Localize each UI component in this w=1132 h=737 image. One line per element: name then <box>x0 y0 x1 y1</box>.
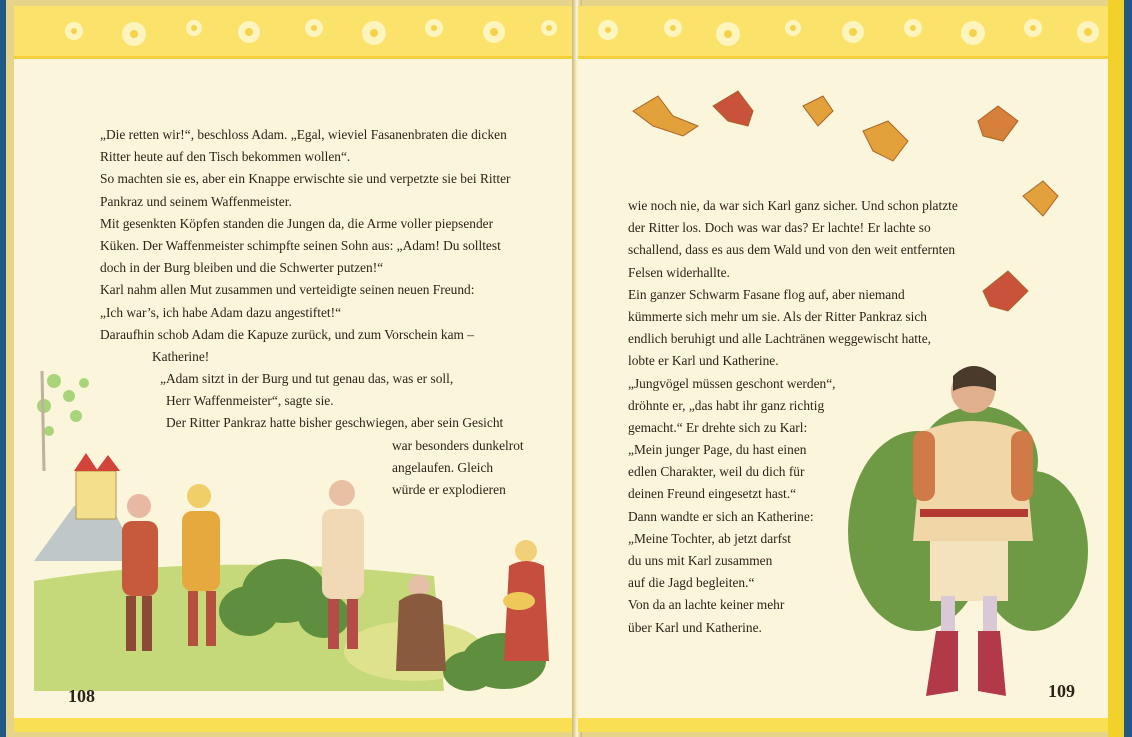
text-line: Von da an lachte keiner mehr <box>628 597 785 613</box>
text-line: Pankraz und seinem Waffenmeister. <box>100 193 292 209</box>
text-line: „Jungvögel müssen geschont werden“, <box>628 375 836 391</box>
text-line: doch in der Burg bleiben und die Schwerter putzen!“ <box>100 260 384 276</box>
text-line: der Ritter los. Doch was war das? Er lachte! Er lachte so <box>628 220 931 236</box>
text-line: du uns mit Karl zusammen <box>628 553 773 568</box>
page-number-right: 109 <box>1048 681 1075 701</box>
text-line: „Adam sitzt in der Burg und tut genau das, was er soll, <box>160 371 454 387</box>
text-line: Ein ganzer Schwarm Fasane flog auf, aber niemand <box>628 286 905 302</box>
open-book <box>6 0 1124 737</box>
page-number-left: 108 <box>68 686 95 706</box>
text-line: würde er explodieren <box>392 482 506 497</box>
text-line: Herr Waffenmeister“, sagte sie. <box>166 393 334 409</box>
text-line: über Karl und Katherine. <box>628 619 762 635</box>
text-line: „Die retten wir!“, beschloss Adam. „Egal, wieviel Fasanenbraten die dicken <box>100 127 507 142</box>
text-line: auf die Jagd begleiten.“ <box>628 575 755 591</box>
text-line: So machten sie es, aber ein Knappe erwischte sie und verpetzte sie bei Ritter <box>100 171 511 187</box>
text-line: wie noch nie, da war sich Karl ganz sicher. Und schon platzte <box>628 198 958 213</box>
laughing-knight-illustration <box>828 351 1108 706</box>
text-line: Dann wandte er sich an Katherine: <box>628 508 814 524</box>
text-line: Katherine! <box>152 348 210 364</box>
castle-meadow-illustration <box>14 361 574 721</box>
text-line: angelaufen. Gleich <box>392 459 494 475</box>
text-line: schallend, dass es aus dem Wald und von den weit entfernten <box>628 242 956 258</box>
text-line: gemacht.“ Er drehte sich zu Karl: <box>628 419 808 435</box>
text-line: Daraufhin schob Adam die Kapuze zurück, und zum Vorschein kam – <box>100 326 474 342</box>
text-line: „Ich war’s, ich habe Adam dazu angestiftet!“ <box>100 304 342 320</box>
text-line: edlen Charakter, weil du dich für <box>628 464 805 480</box>
bottom-band-left <box>14 718 574 732</box>
flower-band-left <box>14 6 574 59</box>
book-cover-edge <box>1108 0 1124 737</box>
text-line: kümmerte sich mehr um sie. Als der Ritter Pankraz sich <box>628 308 927 324</box>
text-line: dröhnte er, „das habt ihr ganz richtig <box>628 397 825 413</box>
flower-band-right <box>578 6 1114 59</box>
right-page <box>578 6 1114 732</box>
text-line: „Meine Tochter, ab jetzt darfst <box>628 530 791 546</box>
text-line: Felsen widerhallte. <box>628 264 730 280</box>
text-line: war besonders dunkelrot <box>392 437 524 453</box>
text-line: Ritter heute auf den Tisch bekommen wollen“. <box>100 149 351 165</box>
text-line: Küken. Der Waffenmeister schimpfte seinen Sohn aus: „Adam! Du solltest <box>100 237 501 253</box>
text-line: lobte er Karl und Katherine. <box>628 353 779 369</box>
text-line: endlich beruhigt und alle Lachtränen weggewischt hatte, <box>628 331 932 347</box>
text-line: Der Ritter Pankraz hatte bisher geschwiegen, aber sein Gesicht <box>166 415 504 431</box>
left-page <box>14 6 574 732</box>
text-line: Karl nahm allen Mut zusammen und verteidigte seinen neuen Freund: <box>100 282 475 298</box>
text-line: deinen Freund eingesetzt hast.“ <box>628 486 797 502</box>
bottom-band-right <box>578 718 1114 732</box>
text-line: „Mein junger Page, du hast einen <box>628 442 807 458</box>
text-line: Mit gesenkten Köpfen standen die Jungen da, die Arme voller piepsender <box>100 215 494 231</box>
